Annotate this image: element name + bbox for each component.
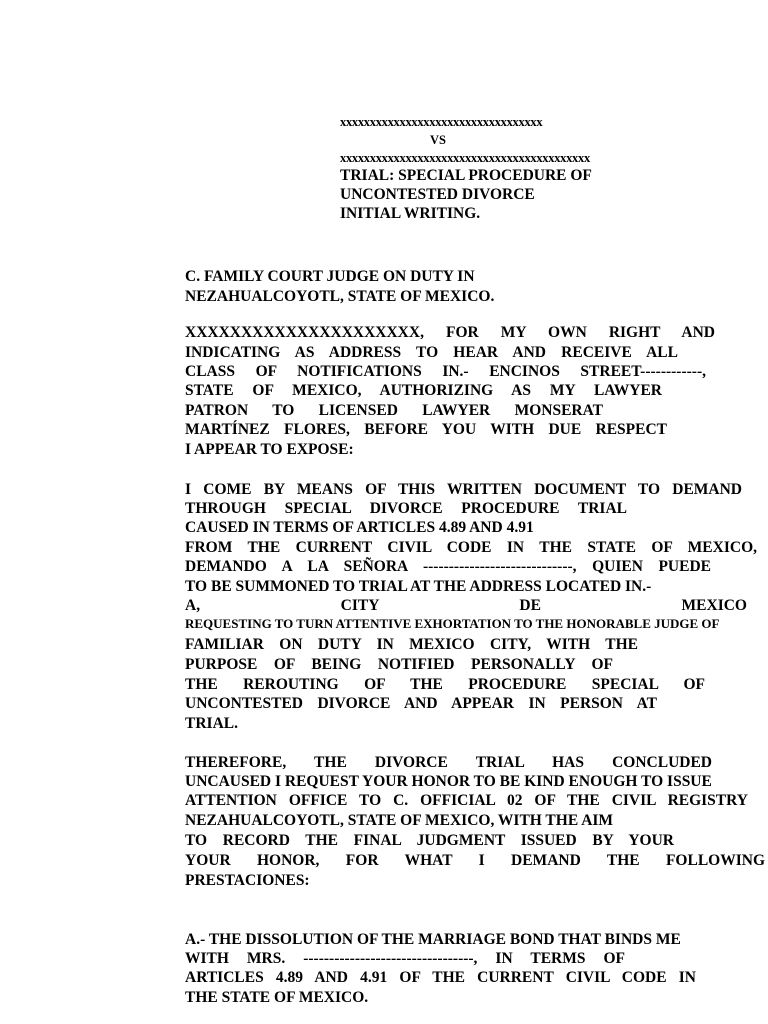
demand-line: THROUGH SPECIAL DIVORCE PROCEDURE TRIAL — [185, 500, 627, 517]
demand-line: THE REROUTING OF THE PROCEDURE SPECIAL OF — [185, 676, 705, 693]
therefore-line: PRESTACIONES: — [185, 872, 310, 889]
party-2-name: xxxxxxxxxxxxxxxxxxxxxxxxxxxxxxxxxxxxxxxxxx — [340, 151, 590, 165]
demand-line: UNCONTESTED DIVORCE AND APPEAR IN PERSON AT — [185, 695, 657, 712]
item-a-line: A.- THE DISSOLUTION OF THE MARRIAGE BOND THAT BINDS ME — [185, 931, 681, 948]
intro-line: CLASS OF NOTIFICATIONS IN.- ENCINOS STREET------------, — [185, 363, 706, 380]
demand-line: REQUESTING TO TURN ATTENTIVE EXHORTATION TO THE HONORABLE JUDGE OF — [185, 616, 720, 631]
demand-line: DEMANDO A LA SEÑORA -----------------------------, QUIEN PUEDE — [185, 558, 711, 575]
versus-label: VS — [430, 133, 446, 147]
intro-line: XXXXXXXXXXXXXXXXXXXXX, FOR MY OWN RIGHT AND — [185, 324, 715, 341]
therefore-line: NEZAHUALCOYOTL, STATE OF MEXICO, WITH THE AIM — [185, 812, 614, 829]
demand-line: TO BE SUMMONED TO TRIAL AT THE ADDRESS LOCATED IN.- — [185, 578, 652, 595]
demand-line: FAMILIAR ON DUTY IN MEXICO CITY, WITH THE — [185, 636, 638, 653]
therefore-line: ATTENTION OFFICE TO C. OFFICIAL 02 OF THE CIVIL REGISTRY — [185, 792, 748, 809]
demand-line: CAUSED IN TERMS OF ARTICLES 4.89 AND 4.91 — [185, 519, 534, 536]
item-a-line: THE STATE OF MEXICO. — [185, 989, 369, 1006]
party-1-name: xxxxxxxxxxxxxxxxxxxxxxxxxxxxxxxxxx — [340, 115, 543, 129]
trial-type-line-1: TRIAL: SPECIAL PROCEDURE OF — [340, 167, 592, 184]
intro-line: MARTÍNEZ FLORES, BEFORE YOU WITH DUE RESPECT — [185, 421, 667, 438]
intro-line: PATRON TO LICENSED LAWYER MONSERAT — [185, 402, 603, 419]
item-a-line: ARTICLES 4.89 AND 4.91 OF THE CURRENT CIVIL CODE IN — [185, 969, 696, 986]
intro-line: INDICATING AS ADDRESS TO HEAR AND RECEIVE ALL — [185, 344, 678, 361]
intro-line: STATE OF MEXICO, AUTHORIZING AS MY LAWYER — [185, 382, 662, 399]
intro-line: I APPEAR TO EXPOSE: — [185, 441, 354, 458]
addressee-line: C. FAMILY COURT JUDGE ON DUTY IN — [185, 268, 475, 285]
therefore-line: TO RECORD THE FINAL JUDGMENT ISSUED BY YOUR — [185, 832, 674, 849]
addressee-line: NEZAHUALCOYOTL, STATE OF MEXICO. — [185, 288, 495, 305]
therefore-line: THEREFORE, THE DIVORCE TRIAL HAS CONCLUDED — [185, 754, 712, 771]
therefore-line: UNCAUSED I REQUEST YOUR HONOR TO BE KIND ENOUGH TO ISSUE — [185, 773, 712, 790]
trial-type-line-2: UNCONTESTED DIVORCE — [340, 186, 535, 203]
demand-line: PURPOSE OF BEING NOTIFIED PERSONALLY OF — [185, 656, 613, 673]
demand-line: TRIAL. — [185, 715, 238, 732]
item-a-line: WITH MRS. ---------------------------------, IN TERMS OF — [185, 950, 625, 967]
demand-line: I COME BY MEANS OF THIS WRITTEN DOCUMENT TO DEMAND — [185, 481, 742, 498]
trial-type-line-3: INITIAL WRITING. — [340, 205, 481, 222]
demand-line: A, CITY DE MEXICO — [185, 597, 747, 614]
demand-line: FROM THE CURRENT CIVIL CODE IN THE STATE OF MEXICO, — [185, 539, 757, 556]
therefore-line: YOUR HONOR, FOR WHAT I DEMAND THE FOLLOWING — [185, 852, 765, 869]
